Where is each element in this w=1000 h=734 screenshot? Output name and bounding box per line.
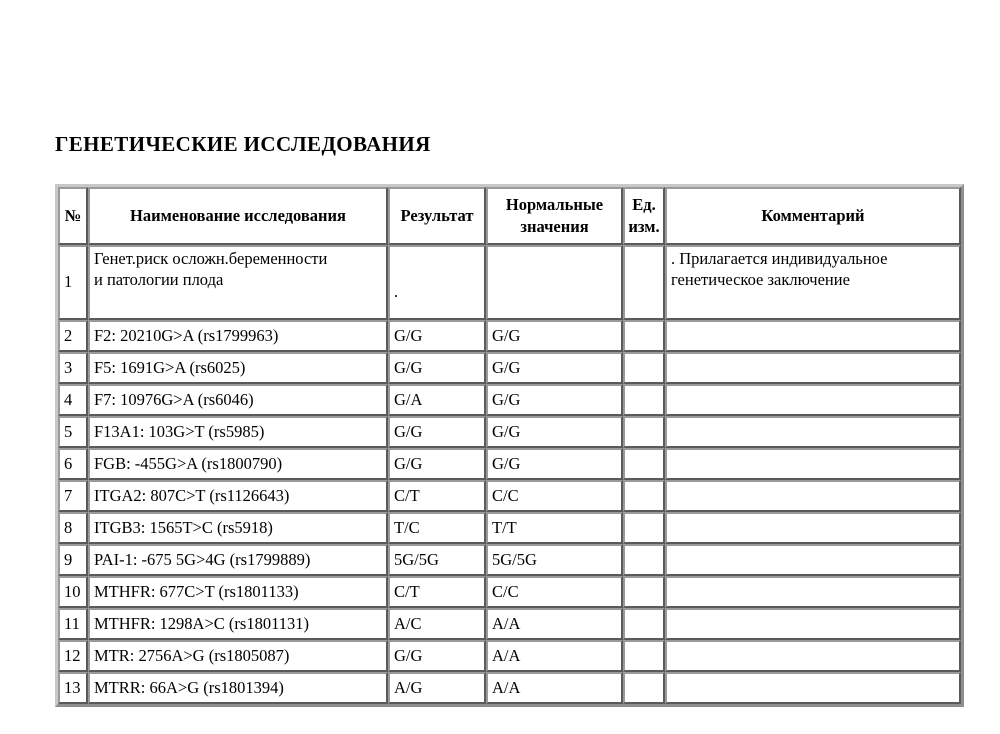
cell-result: . xyxy=(388,245,486,320)
cell-unit xyxy=(623,480,665,512)
cell-number: 11 xyxy=(58,608,88,640)
cell-number: 13 xyxy=(58,672,88,704)
cell-comment xyxy=(665,245,961,320)
cell-test-name: F7: 10976G>A (rs6046) xyxy=(88,384,388,416)
column-header-unit-line2: изм. xyxy=(628,216,660,236)
cell-normal-value: A/A xyxy=(486,640,623,672)
column-header-unit xyxy=(623,187,665,245)
table-row xyxy=(58,320,961,352)
cell-test-name: FGB: -455G>A (rs1800790) xyxy=(88,448,388,480)
table-row xyxy=(58,608,961,640)
cell-normal-value: A/A xyxy=(486,672,623,704)
cell-result: G/G xyxy=(388,320,486,352)
cell-normal-value xyxy=(486,245,623,320)
column-header-comment: Комментарий xyxy=(665,187,961,245)
cell-comment xyxy=(665,384,961,416)
cell-test-name: MTHFR: 677C>T (rs1801133) xyxy=(88,576,388,608)
cell-result: G/G xyxy=(388,416,486,448)
table-row xyxy=(58,448,961,480)
cell-number: 1 xyxy=(58,245,88,320)
column-header-number: № xyxy=(58,187,88,245)
cell-test-name: F13A1: 103G>T (rs5985) xyxy=(88,416,388,448)
column-header-unit-line1: Ед. xyxy=(632,195,656,214)
cell-number: 7 xyxy=(58,480,88,512)
cell-comment xyxy=(665,416,961,448)
cell-number: 6 xyxy=(58,448,88,480)
cell-comment xyxy=(665,352,961,384)
cell-comment xyxy=(665,544,961,576)
cell-result: G/G xyxy=(388,352,486,384)
cell-comment xyxy=(665,320,961,352)
genetic-results-table xyxy=(55,184,964,707)
column-header-normal-values-line2: значения xyxy=(520,216,589,236)
cell-result: G/G xyxy=(388,448,486,480)
cell-number: 8 xyxy=(58,512,88,544)
cell-number: 12 xyxy=(58,640,88,672)
table-row xyxy=(58,245,961,320)
cell-result: G/A xyxy=(388,384,486,416)
cell-normal-value: A/A xyxy=(486,608,623,640)
cell-normal-value: G/G xyxy=(486,384,623,416)
table-header xyxy=(58,187,961,245)
cell-normal-value: G/G xyxy=(486,416,623,448)
cell-result: A/G xyxy=(388,672,486,704)
cell-result: 5G/5G xyxy=(388,544,486,576)
cell-normal-value: 5G/5G xyxy=(486,544,623,576)
cell-unit xyxy=(623,352,665,384)
cell-normal-value: C/C xyxy=(486,576,623,608)
table-row xyxy=(58,512,961,544)
cell-normal-value: T/T xyxy=(486,512,623,544)
column-header-test-name: Наименование исследования xyxy=(88,187,388,245)
cell-number: 5 xyxy=(58,416,88,448)
cell-comment-line2: генетическое заключение xyxy=(671,270,850,290)
cell-number: 9 xyxy=(58,544,88,576)
cell-comment xyxy=(665,512,961,544)
cell-unit xyxy=(623,640,665,672)
column-header-normal-values-line1: Нормальные xyxy=(505,195,604,214)
page-title: ГЕНЕТИЧЕСКИЕ ИССЛЕДОВАНИЯ xyxy=(55,132,431,156)
cell-test-name: F2: 20210G>A (rs1799963) xyxy=(88,320,388,352)
cell-result: C/T xyxy=(388,480,486,512)
cell-test-name xyxy=(88,245,388,320)
cell-result: T/C xyxy=(388,512,486,544)
cell-unit xyxy=(623,384,665,416)
cell-test-name: MTR: 2756A>G (rs1805087) xyxy=(88,640,388,672)
cell-comment xyxy=(665,608,961,640)
cell-comment xyxy=(665,672,961,704)
cell-unit xyxy=(623,448,665,480)
cell-test-name: ITGB3: 1565T>C (rs5918) xyxy=(88,512,388,544)
table-row xyxy=(58,384,961,416)
cell-test-name: PAI-1: -675 5G>4G (rs1799889) xyxy=(88,544,388,576)
cell-normal-value: G/G xyxy=(486,320,623,352)
cell-test-name: MTRR: 66A>G (rs1801394) xyxy=(88,672,388,704)
table-row xyxy=(58,672,961,704)
cell-unit xyxy=(623,416,665,448)
cell-comment-line1: . Прилагается индивидуальное xyxy=(671,248,888,268)
cell-number: 4 xyxy=(58,384,88,416)
cell-result: A/C xyxy=(388,608,486,640)
cell-normal-value: G/G xyxy=(486,448,623,480)
cell-result: C/T xyxy=(388,576,486,608)
table-row xyxy=(58,352,961,384)
cell-unit xyxy=(623,544,665,576)
table-row xyxy=(58,544,961,576)
cell-normal-value: G/G xyxy=(486,352,623,384)
column-header-result: Результат xyxy=(388,187,486,245)
table-body xyxy=(58,245,961,704)
cell-comment xyxy=(665,576,961,608)
cell-unit xyxy=(623,608,665,640)
cell-test-name-line2: и патологии плода xyxy=(94,270,224,290)
genetic-results-table-wrapper xyxy=(55,184,964,707)
column-header-normal-values xyxy=(486,187,623,245)
cell-comment xyxy=(665,448,961,480)
cell-comment xyxy=(665,480,961,512)
table-row xyxy=(58,480,961,512)
cell-test-name: ITGA2: 807C>T (rs1126643) xyxy=(88,480,388,512)
cell-test-name: F5: 1691G>A (rs6025) xyxy=(88,352,388,384)
cell-test-name: MTHFR: 1298A>C (rs1801131) xyxy=(88,608,388,640)
cell-number: 10 xyxy=(58,576,88,608)
cell-number: 2 xyxy=(58,320,88,352)
cell-unit xyxy=(623,576,665,608)
table-row xyxy=(58,416,961,448)
cell-unit xyxy=(623,672,665,704)
table-header-row xyxy=(58,187,961,245)
cell-result: G/G xyxy=(388,640,486,672)
cell-comment xyxy=(665,640,961,672)
cell-normal-value: C/C xyxy=(486,480,623,512)
cell-number: 3 xyxy=(58,352,88,384)
cell-unit xyxy=(623,320,665,352)
cell-unit xyxy=(623,245,665,320)
table-row xyxy=(58,640,961,672)
cell-test-name-line1: Генет.риск осложн.беременности xyxy=(94,248,328,268)
cell-unit xyxy=(623,512,665,544)
table-row xyxy=(58,576,961,608)
